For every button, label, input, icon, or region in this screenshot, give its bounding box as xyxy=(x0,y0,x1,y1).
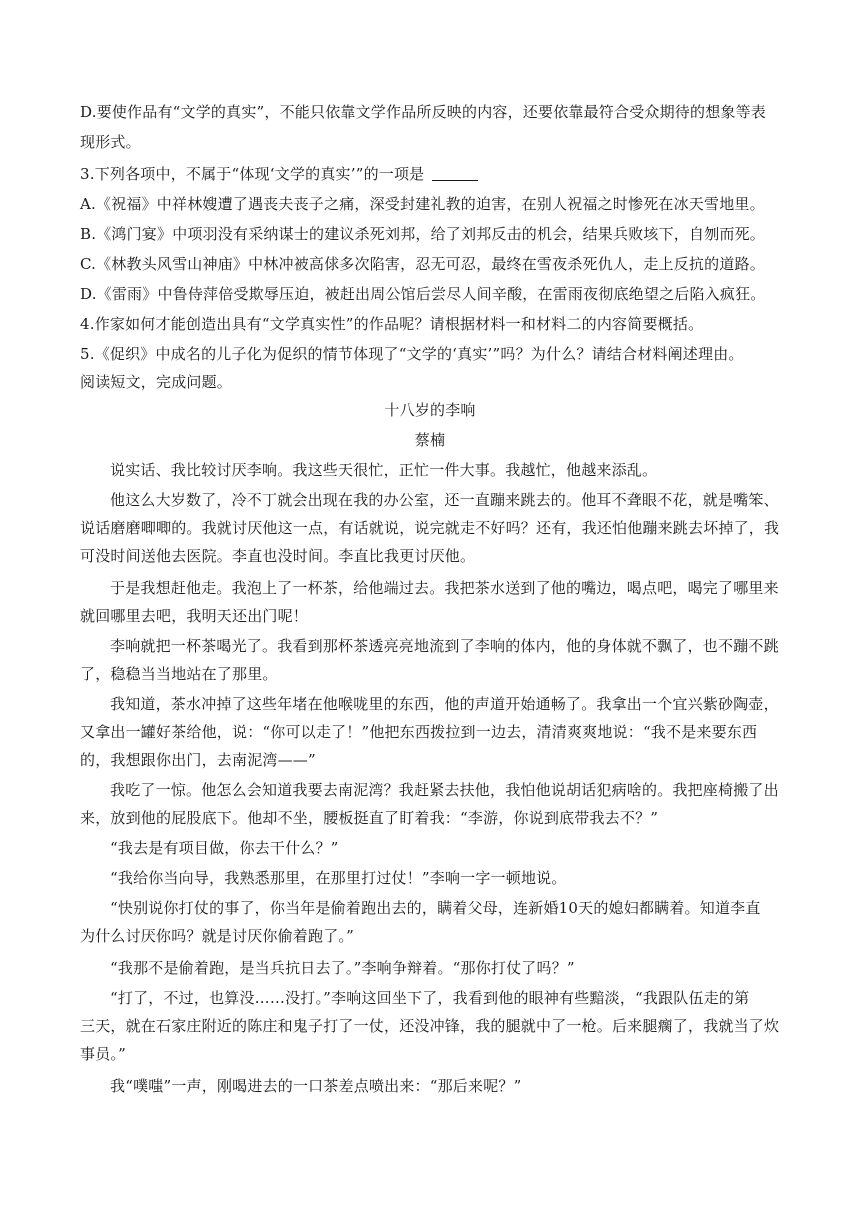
story-line: 就回哪里去吧，我明天还出门呢！ xyxy=(80,607,309,625)
story-line: 说实话、我比较讨厌李响。我这些天很忙，正忙一件大事。我越忙，他越来添乱。 xyxy=(110,461,658,479)
reading-instruction: 阅读短文，完成问题。 xyxy=(80,373,233,391)
question-3-option-d: D.《雷雨》中鲁侍萍倍受欺辱压迫，被赶出周公馆后尝尽人间辛酸，在雷雨夜彻底绝望之后陷入疯狂。 xyxy=(80,285,766,303)
story-line: 的，我想跟你出门，去南泥湾——” xyxy=(80,751,316,769)
option-d-line-2: 现形式。 xyxy=(80,133,141,151)
story-line: 三天，就在石家庄附近的陈庄和鬼子打了一仗，还没冲锋，我的腿就中了一枪。后来腿瘸了，我就当了炊 xyxy=(80,1017,780,1035)
question-4: 4.作家如何才能创造出具有“文学真实性”的作品呢？请根据材料一和材料二的内容简要概括。 xyxy=(80,315,704,333)
story-line: “我那不是偷着跑，是当兵抗日去了。”李响争辩着。“那你打仗了吗？” xyxy=(110,959,575,977)
question-3 xyxy=(80,160,780,188)
answer-blank xyxy=(432,164,478,181)
story-line: 于是我想赶他走。我泡上了一杯茶，给他端过去。我把茶水送到了他的嘴边，喝点吧，喝完了哪里来 xyxy=(110,579,779,597)
option-d-line-1: D.要使作品有“文学的真实”，不能只依靠文学作品所反映的内容，还要依靠最符合受众期待的想象等表 xyxy=(80,103,767,121)
story-line: 了，稳稳当当地站在了那里。 xyxy=(80,665,278,683)
story-line: “快别说你打仗的事了，你当年是偷着跑出去的，瞒着父母，连新婚10天的媳妇都瞒着。知道李直 xyxy=(110,899,761,917)
story-line: 他这么大岁数了，冷不丁就会出现在我的办公室，还一直蹦来跳去的。他耳不聋眼不花，就是嘴笨、 xyxy=(110,491,779,509)
question-3-text: 3.下列各项中，不属于“体现‘文学的真实’”的一项是 xyxy=(80,165,425,183)
story-line: “打了，不过，也算没……没打。”李响这回坐下了，我看到他的眼神有些黯淡，“我跟队伍走的第 xyxy=(110,989,750,1007)
story-title: 十八岁的李响 xyxy=(384,401,476,419)
story-line: 我吃了一惊。他怎么会知道我要去南泥湾？我赶紧去扶他，我怕他说胡话犯病啥的。我把座椅搬了出 xyxy=(110,781,779,799)
question-3-option-a: A.《祝福》中祥林嫂遭了遇丧夫丧子之痛，深受封建礼教的迫害，在别人祝福之时惨死在冰天雪地里。 xyxy=(80,195,765,213)
story-line: 李响就把一杯茶喝光了。我看到那杯茶透亮亮地流到了李响的体内，他的身体就不飘了，也不蹦不跳 xyxy=(110,637,779,655)
question-3-option-b: B.《鸿门宴》中项羽没有采纳谋士的建议杀死刘邦，给了刘邦反击的机会，结果兵败垓下，自刎而死。 xyxy=(80,225,765,243)
story-line: “我去是有项目做，你去干什么？” xyxy=(110,839,339,857)
story-line: 为什么讨厌你吗？就是讨厌你偷着跑了。” xyxy=(80,927,354,945)
story-line: 可没时间送他去医院。李直也没时间。李直比我更讨厌他。 xyxy=(80,547,476,565)
story-line: “我给你当向导，我熟悉那里，在那里打过仗！”李响一字一顿地说。 xyxy=(110,869,567,887)
story-line: 我“噗嗤”一声，刚喝进去的一口茶差点喷出来：“那后来呢？” xyxy=(110,1077,522,1095)
story-line: 又拿出一罐好茶给他，说：“你可以走了！”他把东西拨拉到一边去，清清爽爽地说：“我不是来要东西 xyxy=(80,723,758,741)
question-3-option-c: C.《林教头风雪山神庙》中林冲被高俅多次陷害，忍无可忍，最终在雪夜杀死仇人，走上反抗的道路。 xyxy=(80,255,765,273)
story-line: 说话磨磨唧唧的。我就讨厌他这一点，有话就说，说完就走不好吗？还有，我还怕他蹦来跳去坏掉了，我 xyxy=(80,519,780,537)
question-5: 5.《促织》中成名的儿子化为促织的情节体现了“文学的‘真实’”吗？为什么？请结合材料阐述理由。 xyxy=(80,345,744,363)
story-line: 事员。” xyxy=(80,1045,126,1063)
story-line: 来，放到他的屁股底下。他却不坐，腰板挺直了盯着我：“李游，你说到底带我去不？” xyxy=(80,809,659,827)
story-line: 我知道，茶水冲掉了这些年堵在他喉咙里的东西，他的声道开始通畅了。我拿出一个宜兴紫砂陶壶， xyxy=(110,695,779,713)
story-author: 蔡楠 xyxy=(414,431,446,449)
